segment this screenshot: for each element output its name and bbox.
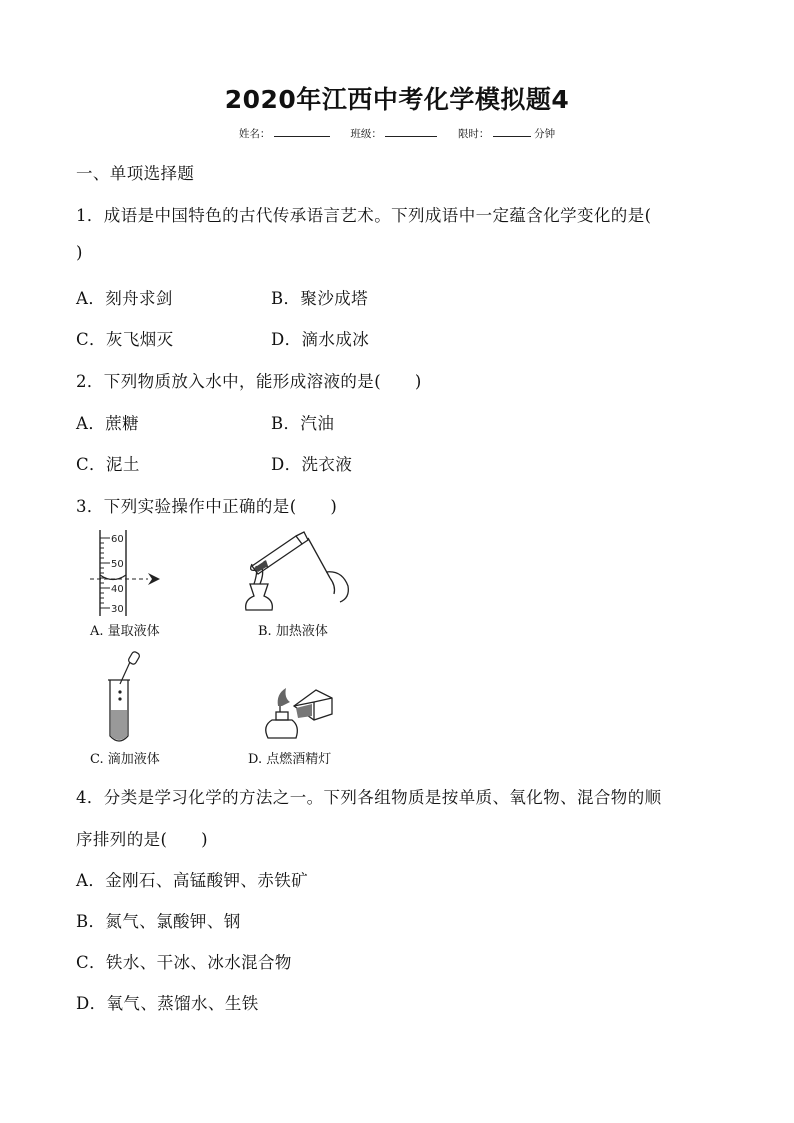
scale-label-40: 40 — [111, 584, 124, 595]
scale-label-60: 60 — [111, 534, 124, 545]
q4-option-a[interactable]: A．金刚石、高锰酸钾、赤铁矿 — [76, 871, 309, 890]
q2-option-d[interactable]: D．洗衣液 — [271, 455, 353, 474]
q1-option-d[interactable]: D．滴水成冰 — [271, 330, 370, 349]
graduated-cylinder-figure[interactable] — [90, 528, 180, 620]
time-label: 限时： — [457, 128, 490, 140]
time-blank — [493, 126, 531, 137]
name-label: 姓名： — [238, 128, 271, 140]
lighting-alcohol-lamp-figure[interactable] — [258, 680, 338, 746]
student-info-line — [0, 126, 794, 141]
figure-d-caption: D. 点燃酒精灯 — [248, 752, 332, 767]
q4-option-c[interactable]: C．铁水、干冰、冰水混合物 — [76, 953, 292, 972]
q2-option-b[interactable]: B．汽油 — [271, 414, 335, 433]
heating-liquid-figure[interactable] — [238, 526, 356, 618]
q4-option-b[interactable]: B．氮气、氯酸钾、钢 — [76, 912, 241, 931]
name-blank — [274, 126, 330, 137]
scale-label-50: 50 — [111, 559, 124, 570]
dropping-liquid-figure[interactable] — [96, 650, 156, 746]
q1-option-b[interactable]: B．聚沙成塔 — [271, 289, 369, 308]
eye-arrow-icon — [148, 573, 160, 585]
q1-option-c[interactable]: C．灰飞烟灭 — [76, 330, 174, 349]
class-blank — [385, 126, 437, 137]
figure-b-caption: B. 加热液体 — [258, 624, 328, 639]
question-2-text: 2．下列物质放入水中，能形成溶液的是( ) — [76, 372, 422, 391]
q2-option-c[interactable]: C．泥土 — [76, 455, 140, 474]
class-label: 班级： — [350, 128, 382, 140]
question-4-text-cont: 序排列的是( ) — [76, 830, 208, 849]
page-title: 2020年江西中考化学模拟题4 — [224, 85, 570, 114]
question-3-text: 3．下列实验操作中正确的是( ) — [76, 497, 338, 516]
figure-c-caption: C. 滴加液体 — [90, 752, 160, 767]
scale-label-30: 30 — [111, 604, 124, 615]
question-4-text: 4．分类是学习化学的方法之一。下列各组物质是按单质、氧化物、混合物的顺 — [76, 788, 662, 807]
q1-option-a[interactable]: A．刻舟求剑 — [76, 289, 173, 308]
figure-a-caption: A. 量取液体 — [90, 624, 160, 639]
q4-option-d[interactable]: D．氧气、蒸馏水、生铁 — [76, 994, 259, 1013]
question-1-text-cont: ) — [76, 243, 83, 262]
question-1-text: 1．成语是中国特色的古代传承语言艺术。下列成语中一定蕴含化学变化的是( — [76, 206, 652, 225]
q2-option-a[interactable]: A．蔗糖 — [76, 414, 140, 433]
section-heading: 一、单项选择题 — [76, 164, 195, 183]
time-unit: 分钟 — [534, 128, 556, 140]
